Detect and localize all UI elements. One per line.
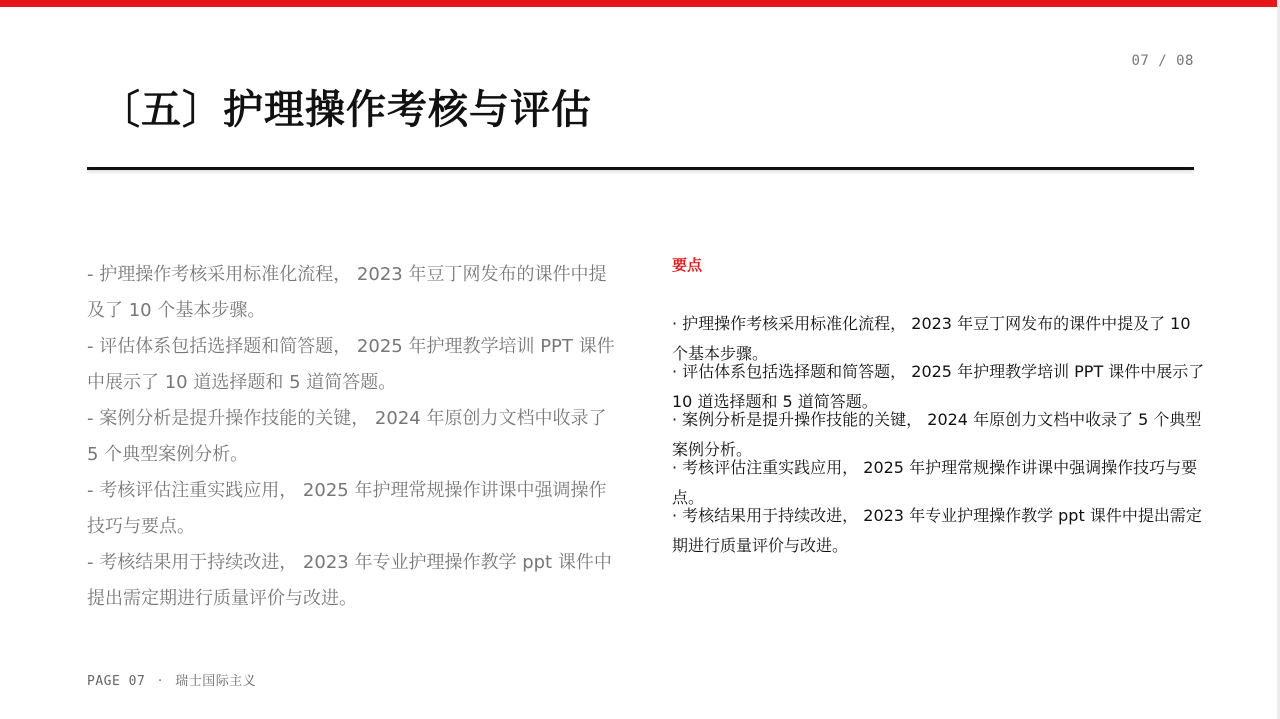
key-points-panel bbox=[672, 254, 1207, 555]
left-list-item: - 护理操作考核采用标准化流程， 2023 年豆丁网发布的课件中提及了 10 个基本步骤。 bbox=[87, 264, 607, 321]
key-point-item: · 案例分析是提升操作技能的关键， 2024 年原创力文档中收录了 5 个典型案例分析。 bbox=[672, 410, 1202, 459]
title-divider bbox=[87, 167, 1194, 170]
key-points-list bbox=[672, 309, 1207, 561]
key-point-item: · 护理操作考核采用标准化流程， 2023 年豆丁网发布的课件中提及了 10 个基本步骤。 bbox=[672, 314, 1191, 363]
top-accent-bar bbox=[0, 0, 1280, 7]
key-point-item: · 考核评估注重实践应用， 2025 年护理常规操作讲课中强调操作技巧与要点。 bbox=[672, 458, 1198, 507]
slide-footer bbox=[87, 670, 256, 689]
left-list-item: - 案例分析是提升操作技能的关键， 2024 年原创力文档中收录了 5 个典型案例分析。 bbox=[87, 408, 607, 465]
left-list-item: - 评估体系包括选择题和简答题， 2025 年护理教学培训 PPT 课件中展示了 10 道选择题和 5 道简答题。 bbox=[87, 336, 615, 393]
left-list-item: - 考核评估注重实践应用， 2025 年护理常规操作讲课中强调操作技巧与要点。 bbox=[87, 480, 607, 537]
key-points-label: 要点 bbox=[672, 256, 703, 274]
key-point-item: · 评估体系包括选择题和简答题， 2025 年护理教学培训 PPT 课件中展示了 10 道选择题和 5 道简答题。 bbox=[672, 362, 1205, 411]
left-list-item: - 考核结果用于持续改进， 2023 年专业护理操作教学 ppt 课件中提出需定期进行质量评价与改进。 bbox=[87, 552, 612, 609]
slide-title: 〔五〕护理操作考核与评估 bbox=[100, 87, 592, 133]
footer-separator: · bbox=[157, 674, 163, 689]
footer-brand-text: 瑞士国际主义 bbox=[175, 674, 257, 689]
footer-page-number: PAGE 07 bbox=[87, 674, 146, 689]
left-bullet-list bbox=[87, 257, 617, 617]
key-point-item: · 考核结果用于持续改进， 2023 年专业护理操作教学 ppt 课件中提出需定期进行质量评价与改进。 bbox=[672, 506, 1202, 555]
page-counter: 07 / 08 bbox=[1131, 53, 1194, 69]
